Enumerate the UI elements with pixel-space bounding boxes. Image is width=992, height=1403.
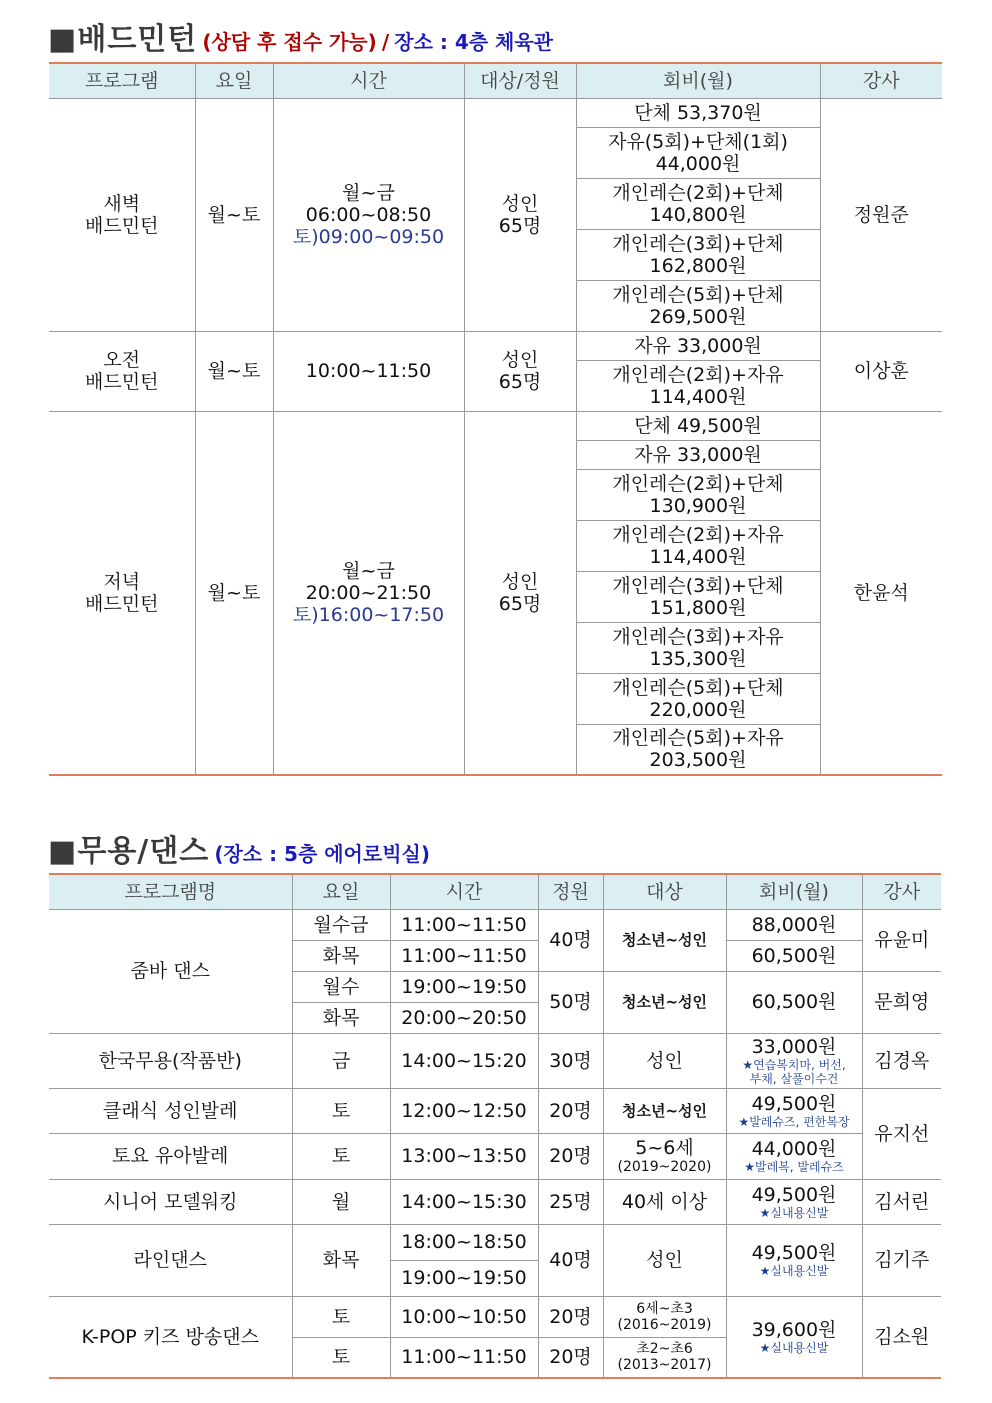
time-saturday: 토)09:00~09:50 xyxy=(292,225,445,248)
badminton-title: ■배드민턴 xyxy=(48,22,198,57)
target-line: 초2~초6 xyxy=(636,1341,693,1358)
dance-location: (장소 : 5층 에어로빅실) xyxy=(214,842,430,866)
dance-section-title xyxy=(48,826,430,870)
table-header-row xyxy=(49,63,942,98)
target-label: 성인 xyxy=(501,192,539,215)
program-days: 토 xyxy=(292,1088,390,1133)
instructor: 이상훈 xyxy=(820,331,942,411)
badminton-consult-note: (상담 후 접수 가능) xyxy=(202,30,377,54)
fee-cell xyxy=(576,229,820,280)
program-days: 화목 xyxy=(292,1224,390,1296)
instructor: 김서린 xyxy=(862,1179,941,1224)
table-row xyxy=(49,98,942,127)
time-weekday: 20:00~21:50 xyxy=(305,581,432,604)
program-name: 줌바 댄스 xyxy=(49,909,292,1033)
program-time: 18:00~18:50 xyxy=(390,1224,538,1260)
program-time: 19:00~19:50 xyxy=(390,971,538,1002)
program-name: 라인댄스 xyxy=(49,1224,292,1296)
fee-cell: 자유 33,000원 xyxy=(576,440,820,469)
table-row xyxy=(49,1296,941,1337)
fee-line: 개인레슨(5회)+자유 xyxy=(612,727,784,750)
fee-note: ★실내용신발 xyxy=(759,1340,829,1355)
table-row xyxy=(49,1033,941,1088)
fee-amount: 33,000원 xyxy=(751,1035,837,1058)
program-days: 토 xyxy=(292,1296,390,1337)
target xyxy=(603,1133,726,1179)
program-target xyxy=(464,98,576,331)
fee-cell: 60,500원 xyxy=(726,940,862,971)
fee-line: 162,800원 xyxy=(649,254,747,277)
fee-cell xyxy=(576,280,820,331)
target-line: 5~6세 xyxy=(635,1137,694,1159)
fee-amount: 49,500원 xyxy=(751,1183,837,1206)
target: 청소년~성인 xyxy=(603,1088,726,1133)
program-days: 토 xyxy=(292,1337,390,1378)
program-time: 10:00~11:50 xyxy=(273,331,464,411)
dance-table xyxy=(49,873,941,1379)
program-days: 화목 xyxy=(292,1002,390,1033)
program-name: 한국무용(작품반) xyxy=(49,1033,292,1088)
program-name-line: 배드민턴 xyxy=(85,592,159,615)
target: 성인 xyxy=(603,1224,726,1296)
time-days: 월~금 xyxy=(342,559,395,582)
fee-cell xyxy=(576,622,820,673)
program-name-line: 저녁 xyxy=(103,570,141,593)
fee-cell xyxy=(576,469,820,520)
table-row xyxy=(49,1133,941,1179)
program-time: 20:00~20:50 xyxy=(390,1002,538,1033)
header-cell: 프로그램 xyxy=(49,63,195,98)
target-label: 성인 xyxy=(501,349,539,371)
fee-line: 203,500원 xyxy=(649,749,747,772)
table-header-row xyxy=(49,874,941,909)
fee-amount: 49,500원 xyxy=(751,1092,837,1115)
program-days: 월수금 xyxy=(292,909,390,940)
table-row xyxy=(49,1088,941,1133)
fee-cell: 단체 53,370원 xyxy=(576,98,820,127)
header-cell: 시간 xyxy=(390,874,538,909)
title-slash: / xyxy=(381,30,390,54)
fee-line: 151,800원 xyxy=(649,596,747,619)
instructor: 정원준 xyxy=(820,98,942,331)
program-name-line: 새벽 xyxy=(103,192,141,215)
table-row xyxy=(49,1179,941,1224)
program-days: 금 xyxy=(292,1033,390,1088)
target-years: (2013~2017) xyxy=(617,1357,712,1374)
program-name xyxy=(49,411,195,775)
instructor: 문희영 xyxy=(862,971,941,1033)
fee-line: 개인레슨(3회)+단체 xyxy=(612,232,784,255)
header-cell: 대상/정원 xyxy=(464,63,576,98)
capacity: 40명 xyxy=(538,1224,603,1296)
badminton-section-title xyxy=(48,14,553,58)
target: 40세 이상 xyxy=(603,1179,726,1224)
program-name-line: 배드민턴 xyxy=(85,371,159,393)
target: 성인 xyxy=(603,1033,726,1088)
fee-line: 135,300원 xyxy=(649,647,747,670)
program-time xyxy=(273,98,464,331)
capacity: 40명 xyxy=(538,909,603,971)
time-saturday: 토)16:00~17:50 xyxy=(292,603,445,626)
program-days: 월 xyxy=(292,1179,390,1224)
header-cell: 대상 xyxy=(603,874,726,909)
program-days: 월~토 xyxy=(195,411,273,775)
fee-line: 140,800원 xyxy=(649,203,747,226)
program-days: 화목 xyxy=(292,940,390,971)
header-cell: 요일 xyxy=(195,63,273,98)
fee-note: ★실내용신발 xyxy=(759,1205,829,1220)
program-name: 토요 유아발레 xyxy=(49,1133,292,1179)
target-years: (2019~2020) xyxy=(617,1159,712,1175)
header-cell: 강사 xyxy=(820,63,942,98)
capacity: 20명 xyxy=(538,1088,603,1133)
fee-cell: 88,000원 xyxy=(726,909,862,940)
fee-line: 269,500원 xyxy=(649,305,747,328)
table-row xyxy=(49,909,941,940)
target: 청소년~성인 xyxy=(603,909,726,971)
fee-line: 114,400원 xyxy=(649,385,747,408)
fee-cell: 60,500원 xyxy=(726,971,862,1033)
instructor: 김기주 xyxy=(862,1224,941,1296)
fee-note: ★발레복, 발레슈즈 xyxy=(744,1160,844,1174)
capacity-label: 65명 xyxy=(498,592,542,615)
fee-line: 개인레슨(3회)+단체 xyxy=(612,574,784,597)
fee-line: 130,900원 xyxy=(649,494,747,517)
instructor: 한윤석 xyxy=(820,411,942,775)
program-target xyxy=(464,331,576,411)
table-row xyxy=(49,331,942,360)
fee-cell xyxy=(726,1088,862,1133)
program-name xyxy=(49,98,195,331)
header-cell: 강사 xyxy=(862,874,941,909)
program-time: 11:00~11:50 xyxy=(390,1337,538,1378)
target xyxy=(603,1296,726,1337)
program-time: 10:00~10:50 xyxy=(390,1296,538,1337)
program-name-line: 오전 xyxy=(103,349,141,371)
fee-note: ★발레슈즈, 편한복장 xyxy=(738,1114,850,1129)
time-weekday: 06:00~08:50 xyxy=(305,203,432,226)
header-cell: 프로그램명 xyxy=(49,874,292,909)
program-time xyxy=(273,411,464,775)
program-days: 토 xyxy=(292,1133,390,1179)
program-time: 14:00~15:30 xyxy=(390,1179,538,1224)
fee-line: 44,000원 xyxy=(655,152,741,175)
instructor: 유지선 xyxy=(862,1088,941,1179)
capacity: 50명 xyxy=(538,971,603,1033)
program-name xyxy=(49,331,195,411)
program-name-line: 배드민턴 xyxy=(85,214,159,237)
program-time: 13:00~13:50 xyxy=(390,1133,538,1179)
fee-cell xyxy=(576,360,820,411)
instructor: 김경옥 xyxy=(862,1033,941,1088)
program-time: 11:00~11:50 xyxy=(390,940,538,971)
fee-line: 개인레슨(2회)+자유 xyxy=(612,523,784,546)
fee-amount: 39,600원 xyxy=(751,1318,837,1341)
program-name: 시니어 모델워킹 xyxy=(49,1179,292,1224)
fee-note: ★연습복치마, 버선, xyxy=(742,1057,846,1072)
fee-amount: 44,000원 xyxy=(751,1138,837,1160)
capacity: 20명 xyxy=(538,1296,603,1337)
dance-title: ■무용/댄스 xyxy=(48,834,210,869)
time-days: 월~금 xyxy=(342,181,395,204)
fee-cell: 단체 49,500원 xyxy=(576,411,820,440)
target-label: 성인 xyxy=(501,570,539,593)
program-time: 11:00~11:50 xyxy=(390,909,538,940)
fee-note: ★실내용신발 xyxy=(759,1264,829,1278)
table-row xyxy=(49,411,942,440)
program-time: 19:00~19:50 xyxy=(390,1260,538,1296)
instructor: 김소원 xyxy=(862,1296,941,1378)
fee-line: 개인레슨(3회)+자유 xyxy=(612,625,784,648)
fee-line: 114,400원 xyxy=(649,545,747,568)
program-days: 월~토 xyxy=(195,98,273,331)
fee-cell xyxy=(726,1133,862,1179)
header-cell: 정원 xyxy=(538,874,603,909)
fee-cell xyxy=(576,520,820,571)
capacity: 20명 xyxy=(538,1133,603,1179)
program-days: 월수 xyxy=(292,971,390,1002)
fee-line: 개인레슨(2회)+자유 xyxy=(612,363,784,386)
fee-amount: 49,500원 xyxy=(751,1242,837,1264)
program-target xyxy=(464,411,576,775)
capacity-label: 65명 xyxy=(498,371,542,393)
header-cell: 회비(월) xyxy=(726,874,862,909)
header-cell: 요일 xyxy=(292,874,390,909)
target: 청소년~성인 xyxy=(603,971,726,1033)
badminton-table xyxy=(49,62,942,776)
fee-cell xyxy=(726,1179,862,1224)
header-cell: 시간 xyxy=(273,63,464,98)
program-days: 월~토 xyxy=(195,331,273,411)
header-cell: 회비(월) xyxy=(576,63,820,98)
target xyxy=(603,1337,726,1378)
fee-note: 부채, 살풀이수건 xyxy=(749,1071,839,1086)
fee-cell xyxy=(576,673,820,724)
table-row xyxy=(49,1224,941,1260)
fee-cell xyxy=(576,127,820,178)
fee-cell xyxy=(726,1296,862,1378)
fee-cell xyxy=(576,571,820,622)
program-time: 14:00~15:20 xyxy=(390,1033,538,1088)
fee-cell xyxy=(576,724,820,775)
capacity: 30명 xyxy=(538,1033,603,1088)
fee-line: 자유(5회)+단체(1회) xyxy=(608,130,788,153)
fee-cell xyxy=(726,1033,862,1088)
instructor: 유윤미 xyxy=(862,909,941,971)
program-name: K-POP 키즈 방송댄스 xyxy=(49,1296,292,1378)
fee-cell: 자유 33,000원 xyxy=(576,331,820,360)
capacity: 25명 xyxy=(538,1179,603,1224)
program-time: 12:00~12:50 xyxy=(390,1088,538,1133)
fee-cell xyxy=(726,1224,862,1296)
fee-line: 개인레슨(2회)+단체 xyxy=(612,181,784,204)
capacity-label: 65명 xyxy=(498,214,542,237)
program-name: 클래식 성인발레 xyxy=(49,1088,292,1133)
fee-line: 개인레슨(5회)+단체 xyxy=(612,676,784,699)
badminton-location: 장소 : 4층 체육관 xyxy=(394,30,554,54)
target-line: 6세~초3 xyxy=(636,1300,693,1317)
capacity: 20명 xyxy=(538,1337,603,1378)
fee-line: 220,000원 xyxy=(649,698,747,721)
fee-cell xyxy=(576,178,820,229)
target-years: (2016~2019) xyxy=(617,1316,712,1333)
fee-line: 개인레슨(5회)+단체 xyxy=(612,283,784,306)
fee-line: 개인레슨(2회)+단체 xyxy=(612,472,784,495)
